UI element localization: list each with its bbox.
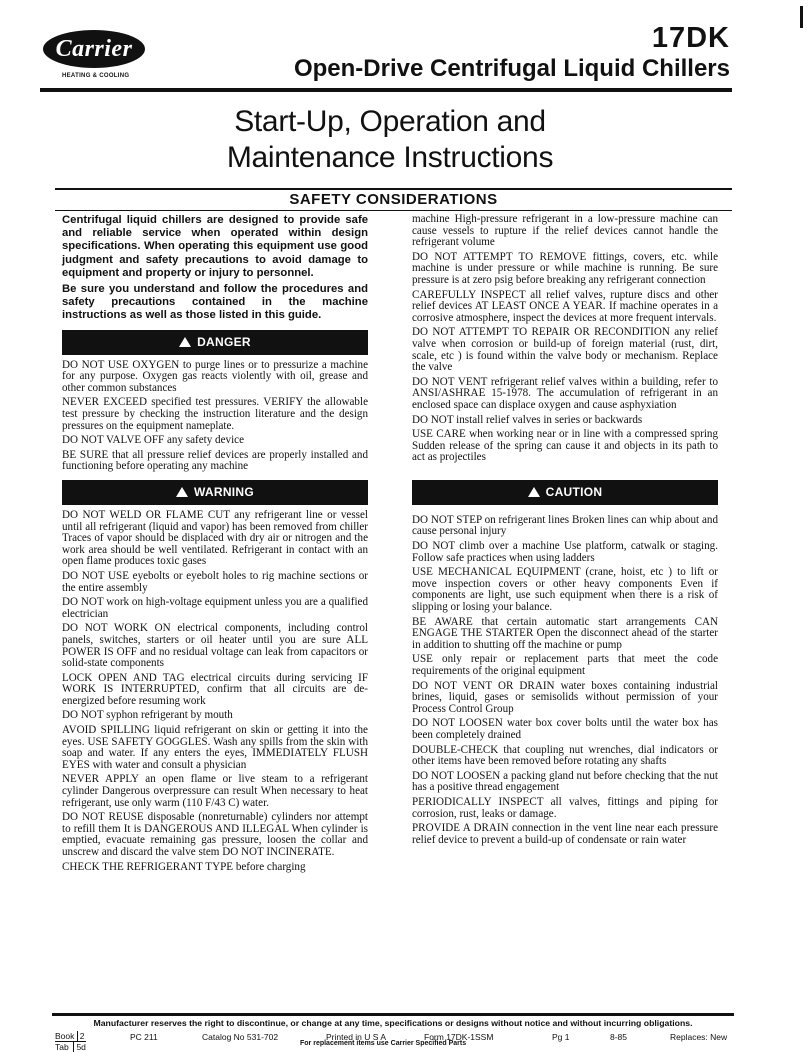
warning-item: DO NOT USE eyebolts or eyebolt holes to rig machine sections or the entire assembly (62, 569, 368, 594)
lead-paragraph-2: Be sure you understand and follow the procedures and safety precautions contained in the machine instructions as well as those listed in this guide. (62, 283, 368, 322)
footer-date: 8-85 (610, 1032, 628, 1042)
safety-item: USE CARE when working near or in line with a compressed spring Sudden release of the spring can cause it and objects in its path to act as projectiles (412, 428, 718, 464)
warning-item: DO NOT work on high-voltage equipment unless you are a qualified electrician (62, 596, 368, 620)
footer-notice: Manufacturer reserves the right to discontinue, or change at any time, specifications or designs without notice and without incurring obligations. (93, 1018, 693, 1028)
footer-catalog: Catalog No 531-702 (202, 1032, 279, 1042)
warning-item: DO NOT syphon refrigerant by mouth (62, 709, 233, 722)
edge-mark (800, 6, 803, 28)
safety-item: DO NOT install relief valves in series or backwards (412, 413, 643, 426)
caution-item: PERIODICALLY INSPECT all valves, fittings and piping for corrosion, rust, leaks or damage. (412, 795, 718, 820)
safety-item: DO NOT VENT refrigerant relief valves within a building, refer to ANSI/ASHRAE 15-1978. The accumulation of refrigerant in an enclosed space can displace oxygen and cause asphyxiation (412, 375, 718, 411)
warning-item: NEVER APPLY an open flame or live steam to a refrigerant cylinder Dangerous overpressure can result When necessary to heat refrigerant, use only warm (110 F/43 C) water. (62, 773, 368, 809)
caution-banner (412, 480, 718, 505)
warning-item: AVOID SPILLING liquid refrigerant on skin or getting it into the eyes. USE SAFETY GOGGLES. Wash any spills from the skin with soap and water. If any enters the eyes, IMMEDIATELY FLUSH EYES with water and consult a physician (62, 724, 368, 771)
book-tab-box (55, 1031, 86, 1052)
warning-triangle-icon (179, 337, 191, 347)
warning-triangle-icon (176, 487, 188, 497)
logo-subtitle: HEATING & COOLING (62, 73, 130, 79)
logo-oval: Carrier (43, 30, 145, 68)
warning-item: DO NOT WORK ON electrical components, including control panels, switches, starters or oil heater until you are sure ALL POWER IS OFF and no residual voltage can leak from capacitors or solid-state components (62, 622, 368, 670)
caution-item: DO NOT LOOSEN a packing gland nut before checking that the nut has a positive thread engagement (412, 769, 718, 794)
warning-item: CHECK THE REFRIGERANT TYPE before charging (62, 860, 306, 873)
safety-item: DO NOT ATTEMPT TO REMOVE fittings, covers, etc. while machine is under pressure or while machine is running. Be sure pressure is at zero psig before breaking any refrigerant connection (412, 250, 718, 286)
danger-item: BE SURE that all pressure relief devices are properly installed and functioning before operating any machine (62, 448, 368, 473)
footer-replacement-note: For replacement items use Carrier Specified Parts (300, 1040, 467, 1047)
caution-item: DO NOT STEP on refrigerant lines Broken lines can whip about and cause personal injury (412, 513, 718, 538)
danger-item: DO NOT VALVE OFF any safety device (62, 434, 245, 447)
danger-label: DANGER (197, 334, 251, 349)
caution-item: DO NOT LOOSEN water box cover bolts until the water box has been completely drained (412, 717, 718, 741)
warning-item: LOCK OPEN AND TAG electrical circuits during servicing IF WORK IS INTERRUPTED, confirm that all circuits are de-energized before resuming work (62, 671, 368, 707)
title-line-1: Start-Up, Operation and (234, 105, 546, 138)
warning-banner (62, 480, 368, 505)
footer-rule (52, 1013, 734, 1016)
tab-label: Tab (55, 1042, 69, 1052)
section-rule-top (55, 188, 732, 190)
danger-item: NEVER EXCEED specified test pressures. VERIFY the allowable test pressure by checking the instruction literature and the design pressures on the equipment nameplate. (62, 396, 368, 432)
carrier-logo (43, 30, 145, 79)
safety-item: CAREFULLY INSPECT all relief valves, rupture discs and other relief devices AT LEAST ONCE A YEAR. If machine operates in a corrosive atmosphere, inspect the devices at more frequent intervals. (412, 288, 718, 324)
section-rule-bottom (55, 210, 732, 211)
caution-item: USE only repair or replacement parts that meet the code requirements of the original equipment (412, 653, 718, 677)
product-name: Open-Drive Centrifugal Liquid Chillers (293, 55, 730, 82)
warning-triangle-icon (528, 487, 540, 497)
header-rule (40, 88, 732, 92)
right-column (412, 214, 718, 849)
warning-item: DO NOT WELD OR FLAME CUT any refrigerant line or vessel until all refrigerant (liquid and vapor) has been removed from chiller Traces of vapor should be displaced with dry air or nitrogen and the work area should be well ventilated. Refrigerant in contact with an open flame produces toxic gases (62, 508, 368, 568)
footer-replaces: Replaces: New (670, 1032, 728, 1042)
caution-item: USE MECHANICAL EQUIPMENT (crane, hoist, etc ) to lift or move inspection covers or other heavy components Even if components are light, use such equipment when there is a risk of slipping or losing your balance. (412, 566, 718, 614)
safety-item: machine High-pressure refrigerant in a low-pressure machine can cause vessels to rupture if the relief devices cannot handle the refrigerant volume (412, 213, 718, 249)
caution-item: DOUBLE-CHECK that coupling nut wrenches, dial indicators or other items have been removed before rotating any shafts (412, 743, 718, 768)
footer-printed: Printed in U S A (326, 1032, 387, 1042)
warning-item: DO NOT REUSE disposable (nonreturnable) cylinders nor attempt to refill them It is DANGEROUS AND ILLEGAL When cylinder is emptied, evacuate remaining gas pressure, loosen the collar and unscrew and discard the valve stem DO NOT INCINERATE. (62, 811, 368, 858)
caution-item: DO NOT VENT OR DRAIN water boxes containing industrial brines, liquid, gases or semisolids without permission of your Process Control Group (412, 679, 718, 715)
model-number: 17DK (651, 22, 730, 54)
left-column (62, 214, 368, 876)
caution-item: BE AWARE that certain automatic start arrangements CAN ENGAGE THE STARTER Open the disconnect ahead of the starter in addition to shutting off the machine or pump (412, 615, 718, 651)
footer-pc: PC 211 (130, 1032, 158, 1042)
lead-paragraph-1: Centrifugal liquid chillers are designed to provide safe and reliable service when operated within design specifications. When operating this equipment use good judgment and safety precautions to avoid damage to equipment and property or injury to personnel. (62, 214, 368, 279)
danger-banner (62, 330, 368, 355)
caution-item: PROVIDE A DRAIN connection in the vent line near each pressure relief device to prevent a build-up of condensate or rain water (412, 822, 718, 846)
title-line-2: Maintenance Instructions (226, 141, 554, 174)
book-label: Book (55, 1031, 75, 1041)
warning-label: WARNING (193, 484, 255, 499)
footer-form: Form 17DK-1SSM (424, 1032, 494, 1042)
safety-item: DO NOT ATTEMPT TO REPAIR OR RECONDITION any relief valve when corrosion or build-up of foreign material (rust, dirt, scale, etc ) is found within the valve body or mechanism. Replace the valve (412, 326, 718, 374)
tab-value: 5d (73, 1042, 85, 1052)
footer-page: Pg 1 (552, 1032, 570, 1042)
caution-item: DO NOT climb over a machine Use platform, catwalk or staging. Follow safe practices when using ladders (412, 540, 718, 564)
book-value: 2 (77, 1031, 85, 1041)
danger-item: DO NOT USE OXYGEN to purge lines or to pressurize a machine for any purpose. Oxygen gas reacts violently with oil, grease and other common substances (62, 358, 368, 394)
page-title (180, 104, 600, 176)
section-title: SAFETY CONSIDERATIONS (289, 191, 498, 208)
caution-label: CAUTION (545, 484, 603, 499)
